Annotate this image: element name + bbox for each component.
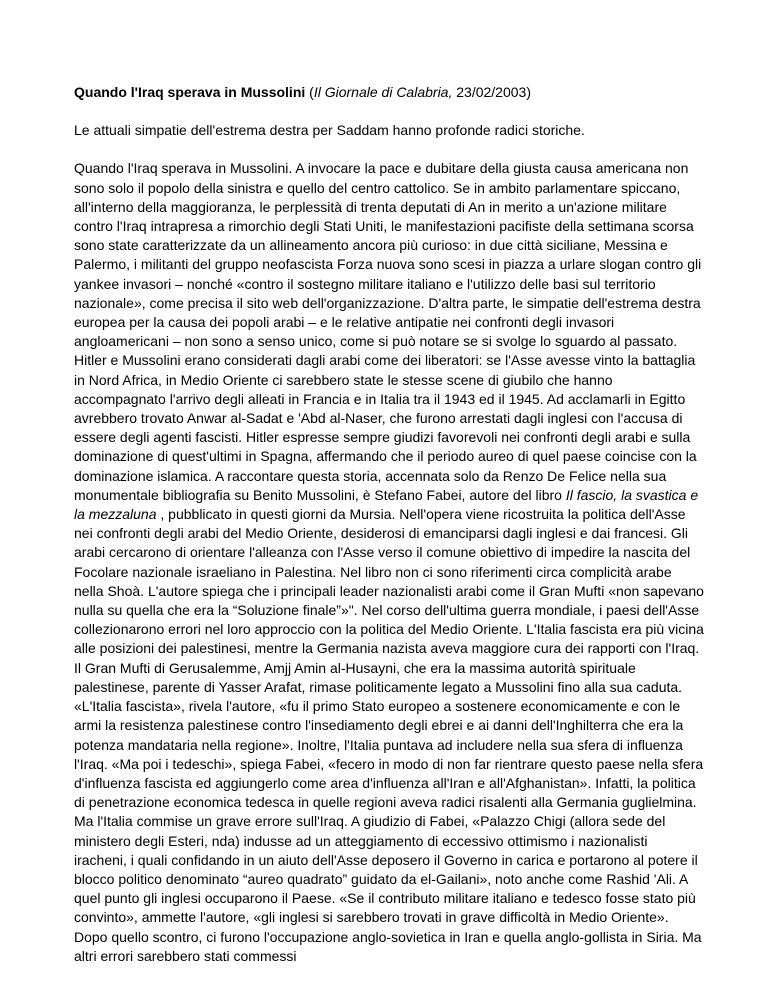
article-source: Il Giornale di Calabria, bbox=[313, 84, 453, 100]
body-text-part1: Quando l'Iraq sperava in Mussolini. A invocare la pace e dubitare della giusta causa americana non sono solo il popolo della sinistra e quello del centro cattolico. Se in ambito parlamentare spiccano, all'interno della maggioranza, le perplessità di trenta deputati di An in merito a un'azione militare contro l'Iraq intrapresa a rimorchio degli Stati Uniti, le manifestazioni pacifiste della settimana scorsa sono state caratterizzate da un allineamento ancora più curioso: in due città siciliane, Messina e Palermo, i militanti del gruppo neofascista Forza nuova sono scesi in piazza a urlare slogan contro gli yankee invasori – nonché «contro il sostegno militare italiano e l'utilizzo delle basi sul territorio nazionale», come precisa il sito web dell'organizzazione. D'altra parte, le simpatie dell'estrema destra europea per la causa dei popoli arabi – e le relative antipatie nei confronti degli invasori angloamericani – non sono a senso unico, come si può notare se si svolge lo sguardo al passato. Hitler e Mussolini erano considerati dagli arabi come dei liberatori: se l'Asse avesse vinto la battaglia in Nord Africa, in Medio Oriente ci sarebbero state le stesse scene di giubilo che hanno accompagnato l'arrivo degli alleati in Francia e in Italia tra il 1943 ed il 1945. Ad acclamarli in Egitto avrebbero trovato Anwar al-Sadat e 'Abd al-Naser, che furono arrestati dagli inglesi con l'accusa di essere degli agenti fascisti. Hitler espresse sempre giudizi favorevoli nei confronti degli arabi e sulla dominazione di quest'ultimi in Spagna, affermando che il periodo aureo di quel paese coincise con la dominazione islamica. A raccontare questa storia, accennata solo da Renzo De Felice nella sua monumentale bibliografia su Benito Mussolini, è Stefano Fabei, autore del libro bbox=[74, 160, 702, 503]
article-heading bbox=[74, 83, 704, 102]
article-title: Quando l'Iraq sperava in Mussolini bbox=[74, 84, 306, 100]
document-page bbox=[74, 83, 704, 966]
source-open-paren: ( bbox=[305, 84, 314, 100]
body-text-part2: , pubblicato in questi giorni da Mursia. Nell'opera viene ricostruita la politica dell'Asse nei confronti degli arabi del Medio Oriente, desiderosi di emanciparsi dagli inglesi e dai francesi. Gli arabi cercarono di orientare l'alleanza con l'Asse verso il comune obiettivo di impedire la nascita del Focolare nazionale israeliano in Palestina. Nel libro non ci sono riferimenti circa complicità arabe nella Shoà. L'autore spiega che i principali leader nazionalisti arabi come il Gran Mufti «non sapevano nulla su quella che era la “Soluzione finale”»". Nel corso dell'ultima guerra mondiale, i paesi dell'Asse collezionarono errori nel loro approccio con la politica del Medio Oriente. L'Italia fascista era più vicina alle posizioni dei palestinesi, mentre la Germania nazista aveva maggiore cura dei rapporti con l'Iraq. Il Gran Mufti di Gerusalemme, Amjj Amin al-Husayni, che era la massima autorità spirituale palestinese, parente di Yasser Arafat, rimase politicamente legato a Mussolini fino alla sua caduta. «L'Italia fascista», rivela l'autore, «fu il primo Stato europeo a sostenere economicamente e con le armi la resistenza palestinese contro l'insediamento degli ebrei e ai danni dell'Inghilterra che era la potenza mandataria nella regione». Inoltre, l'Italia puntava ad includere nella sua sfera di influenza l'Iraq. «Ma poi i tedeschi», spiega Fabei, «fecero in modo di non far rientrare questo paese nella sfera d'influenza fascista ed aggiungerlo come area d'influenza all'Iran e all'Afghanistan». Infatti, la politica di penetrazione economica tedesca in quelle regioni aveva radici risalenti alla Germania guglielmina. Ma l'Italia commise un grave errore sull'Iraq. A giudizio di Fabei, «Palazzo Chigi (allora sede del ministero degli Esteri, nda) indusse ad un atteggiamento di eccessivo ottimismo i nazionalisti iracheni, i quali confidando in un aiuto dell'Asse deposero il Governo in carica e portarono al potere il blocco politico denominato “aureo quadrato” guidato da el-Gailani», noto anche come Rashid 'Ali. A quel punto gli inglesi occuparono il Paese. «Se il contributo militare italiano e tedesco fosse stato più convinto», ammette l'autore, «gli inglesi si sarebbero trovati in grave difficoltà in Medio Oriente». Dopo quello scontro, ci furono l'occupazione anglo-sovietica in Iran e quella anglo-gollista in Siria. Ma altri errori sarebbero stati commessi bbox=[74, 506, 704, 964]
article-body bbox=[74, 159, 704, 966]
article-date: 23/02/2003) bbox=[452, 84, 531, 100]
book-title: Il fascio, la svastica e la mezzaluna bbox=[74, 486, 699, 523]
article-lead: Le attuali simpatie dell'estrema destra per Saddam hanno profonde radici storiche. bbox=[74, 122, 585, 139]
